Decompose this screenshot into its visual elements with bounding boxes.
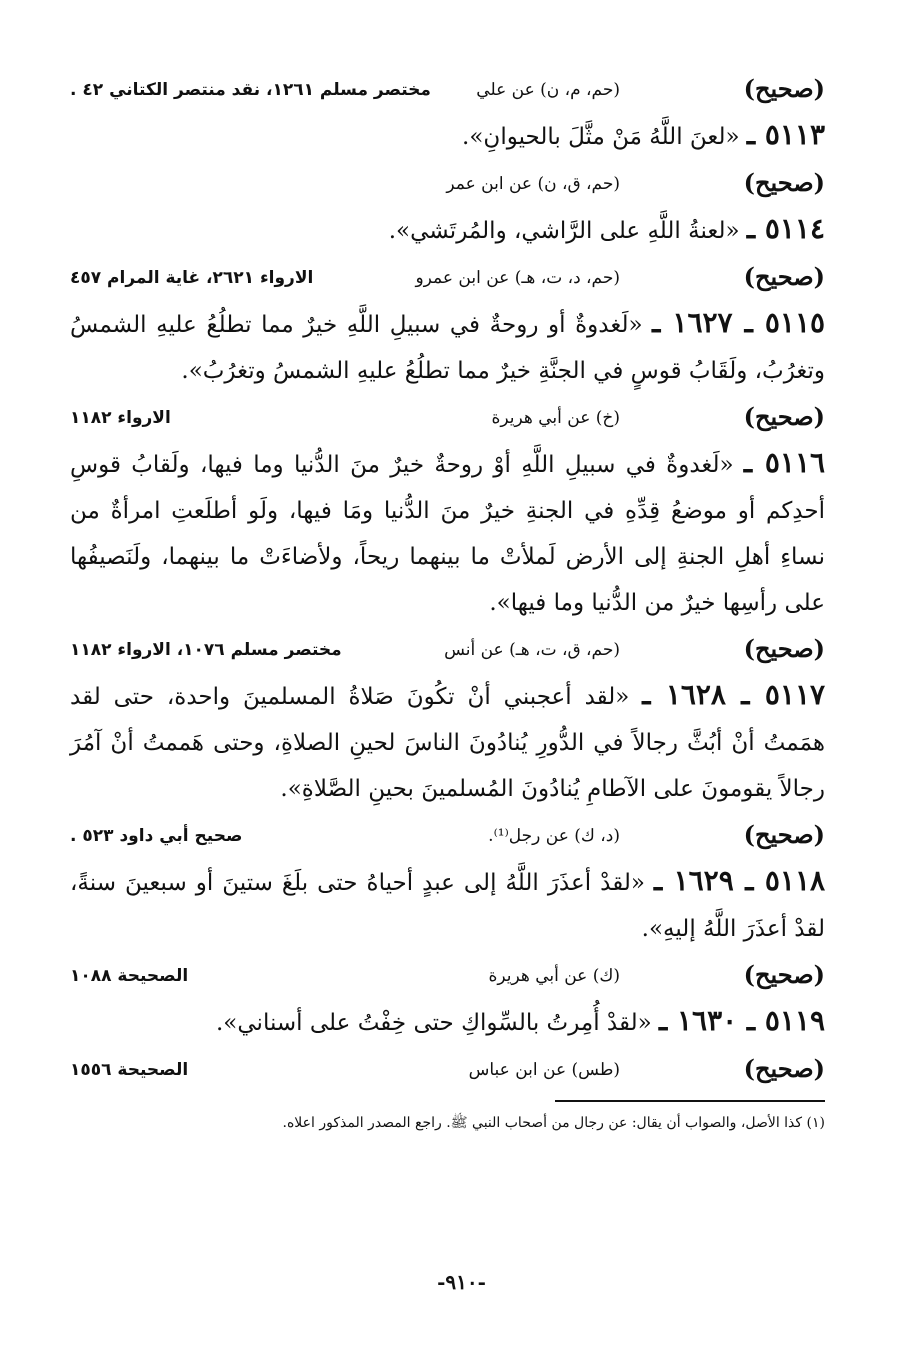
page-number: -٩١٠-: [437, 1270, 486, 1294]
source-collections: (خ) عن أبي هريرة: [491, 408, 620, 428]
hadith-body: «لقدْ أعذَرَ اللَّهُ إلى عبدٍ أحياهُ حتى بلَغَ ستينَ أو سبعينَ سنةً، لقدْ أعذَرَ اللَّهُ إليهِ».: [70, 870, 825, 942]
source-reference: صحيح أبي داود ٥٢٣ .: [70, 826, 243, 846]
grade-label: (صحيح): [743, 262, 825, 291]
source-collections: (حم، ق، ت، هـ) عن أنس: [444, 640, 620, 660]
hadith-number: ٥١١٩ ـ ١٦٣٠ ـ: [659, 1004, 825, 1037]
hadith-text: [70, 112, 825, 160]
source-reference: الارواء ١١٨٢: [70, 408, 171, 428]
source-collections: (ك) عن أبي هريرة: [488, 966, 620, 986]
source-reference: مختصر مسلم ١٢٦١، نقد منتصر الكتاني ٤٢ .: [70, 80, 431, 100]
hadith-number: ٥١١٤ ـ: [746, 212, 825, 245]
source-reference: مختصر مسلم ١٠٧٦، الارواء ١١٨٢: [70, 640, 342, 660]
source-reference: الارواء ٢٦٢١، غاية المرام ٤٥٧: [70, 268, 314, 288]
page-body: [70, 70, 825, 1134]
hadith-text: [70, 998, 825, 1046]
source-line: [70, 630, 825, 670]
source-reference: الصحيحة ١٠٨٨: [70, 966, 189, 986]
hadith-body: «لَغدوةٌ أو روحةٌ في سبيلِ اللَّهِ خيرٌ مما تطلُعُ عليهِ الشمسُ وتغرُبُ، ولَقَابُ قوسٍ في الجنَّةِ خيرٌ مما تطلُعُ عليهِ الشمسُ وتغرُبُ».: [70, 312, 825, 384]
source-collections: (حم، ق، ن) عن ابن عمر: [446, 174, 620, 194]
hadith-text: [70, 206, 825, 254]
footnote: (١) كذا الأصل، والصواب أن يقال: عن رجال من أصحاب النبي ﷺ. راجع المصدر المذكور اعلاه.: [282, 1115, 825, 1131]
grade-label: (صحيح): [743, 960, 825, 989]
source-collections: (حم، د، ت، هـ) عن ابن عمرو: [415, 268, 620, 288]
grade-label: (صحيح): [743, 74, 825, 103]
hadith-number: ٥١١٨ ـ ١٦٢٩ ـ: [653, 864, 826, 897]
source-collections: (حم، م، ن) عن علي: [476, 80, 620, 100]
source-reference: الصحيحة ١٥٥٦: [70, 1060, 189, 1080]
hadith-body: «لقد أعجبني أنْ تكُونَ صَلاةُ المسلمينَ واحدة، حتى لقد همَمتُ أنْ أبُثَّ رجالاً في الدُّورِ يُنادُونَ الناسَ لحينِ الصلاةِ، وحتى هَممتُ أنْ آمُرَ رجالاً يقومونَ على الآطامِ يُنادُونَ المُسلمينَ بحينِ الصَّلاةِ».: [70, 684, 825, 802]
source-line: [70, 956, 825, 996]
hadith-body: «لعنةُ اللَّهِ على الرَّاشي، والمُرتَشي».: [388, 218, 740, 244]
source-line: [70, 1050, 825, 1090]
footnote-divider: [555, 1100, 825, 1102]
grade-label: (صحيح): [743, 1054, 825, 1083]
source-line: [70, 258, 825, 298]
hadith-text: [70, 440, 825, 626]
grade-label: (صحيح): [743, 168, 825, 197]
hadith-text: [70, 858, 825, 952]
hadith-body: «لقدْ أُمِرتُ بالسِّواكِ حتى خِفْتُ على أسناني».: [216, 1010, 652, 1036]
grade-label: (صحيح): [743, 634, 825, 663]
hadith-body: «لعنَ اللَّهُ مَنْ مثَّلَ بالحيوانِ».: [462, 124, 740, 150]
hadith-text: [70, 672, 825, 812]
hadith-number: ٥١١٦ ـ: [743, 446, 826, 479]
hadith-number: ٥١١٧ ـ ١٦٢٨ ـ: [642, 678, 826, 711]
hadith-number: ٥١١٣ ـ: [746, 118, 825, 151]
grade-label: (صحيح): [743, 820, 825, 849]
source-collections: (طس) عن ابن عباس: [468, 1060, 620, 1080]
source-collections: (د، ك) عن رجل⁽¹⁾.: [488, 826, 620, 846]
hadith-body: «لَغدوةٌ في سبيلِ اللَّهِ أوْ روحةٌ خيرٌ منَ الدُّنيا وما فيها، ولَقابُ قوسِ أحدِكم أو موضعُ قِدِّهِ في الجنةِ خيرٌ منَ الدُّنيا ومَا فيها، ولَو أطلَعتِ امرأةٌ من نساءِ أهلِ الجنةِ إلى الأرض لَملأتْ ما بينهما ريحاً، ولأضاءَتْ ما بينهما، ولَنَصيفُها على رأسِها خيرٌ من الدُّنيا وما فيها».: [70, 452, 825, 616]
source-line: [70, 70, 825, 110]
hadith-text: [70, 300, 825, 394]
source-line: [70, 164, 825, 204]
grade-label: (صحيح): [743, 402, 825, 431]
source-line: [70, 398, 825, 438]
source-line: [70, 816, 825, 856]
hadith-number: ٥١١٥ ـ ١٦٢٧ ـ: [652, 306, 826, 339]
